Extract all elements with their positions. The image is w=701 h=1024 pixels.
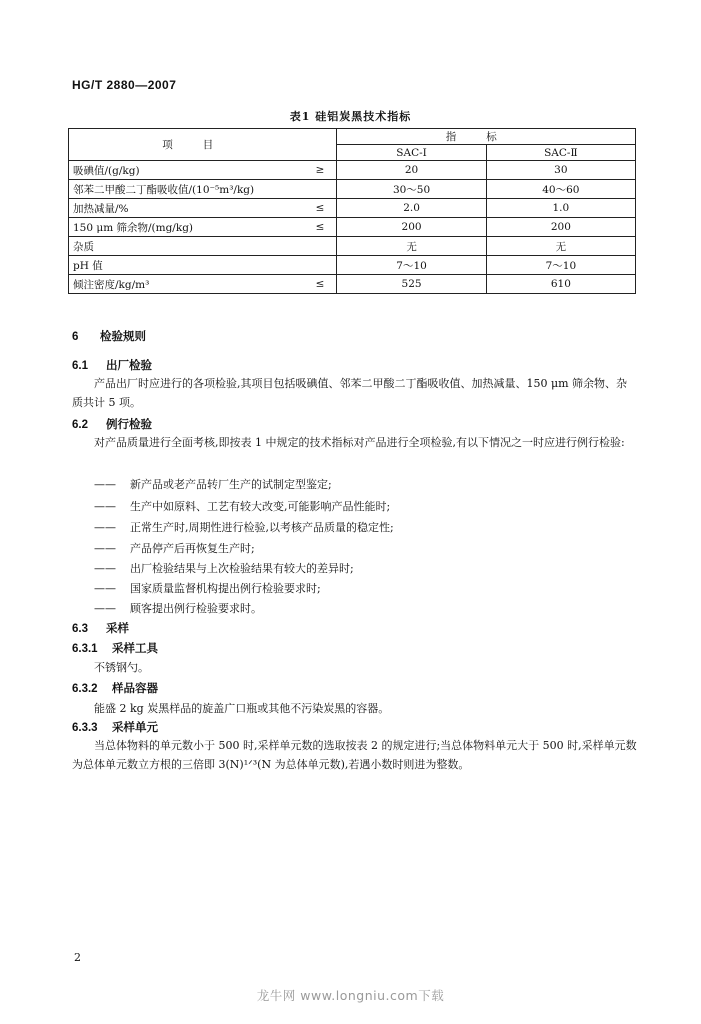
list-item [94, 540, 255, 556]
table-row [69, 275, 636, 294]
row-value: 610 [486, 275, 635, 294]
row-name: 加热减量/% [69, 199, 292, 218]
grade-header: SAC-Ⅰ [337, 145, 486, 161]
watermark: 龙牛网 www.longniu.com下载 [256, 988, 445, 1003]
section-number: 6 [72, 331, 79, 343]
standard-code: HG/T 2880—2007 [72, 78, 177, 92]
list-dash: —— [94, 542, 116, 555]
table-row [69, 256, 636, 275]
row-name: 150 μm 筛余物/(mg/kg) [69, 218, 292, 237]
list-item [94, 560, 354, 576]
list-item [94, 498, 390, 514]
column-header-item: 项目 [69, 129, 337, 161]
list-item [94, 519, 394, 535]
paragraph: 当总体物料的单元数小于 500 时,采样单元数的选取按表 2 的规定进行;当总体物料单元大于 500 时,采样单元数为总体单元数立方根的三倍即 3(N)¹ᐟ³(N 为总体单元数),若遇小数时则进为整数。 [72, 739, 637, 771]
row-value: 7～10 [486, 256, 635, 275]
paragraph: 产品出厂时应进行的各项检验,其项目包括吸碘值、邻苯二甲酸二丁酯吸收值、加热减量、150 μm 筛余物、杂质共计 5 项。 [72, 377, 628, 409]
row-name: 邻苯二甲酸二丁酯吸收值/(10⁻⁵m³/kg) [69, 180, 292, 199]
row-symbol: ≤ [291, 275, 337, 294]
column-header-spec: 指标 [337, 129, 636, 145]
row-symbol: ≤ [291, 218, 337, 237]
subsection-heading [72, 620, 129, 636]
list-dash: —— [94, 602, 116, 615]
row-value: 40～60 [486, 180, 635, 199]
subsection-heading [72, 357, 152, 373]
list-item-text: 出厂检验结果与上次检验结果有较大的差异时; [130, 562, 354, 575]
section-title: 例行检验 [106, 417, 152, 431]
section-title: 样品容器 [112, 681, 158, 695]
section-number: 6.3.3 [72, 722, 98, 734]
list-dash: —— [94, 562, 116, 575]
section-title: 采样 [106, 621, 129, 635]
section-number: 6.1 [72, 360, 88, 372]
list-item [94, 476, 332, 492]
table-row [69, 161, 636, 180]
subsection-heading [72, 640, 158, 656]
table-caption: 表1 硅铝炭黑技术指标 [289, 110, 412, 123]
section-title: 采样工具 [112, 641, 158, 655]
spec-table [68, 128, 636, 294]
row-symbol [291, 180, 337, 199]
row-value: 200 [337, 218, 486, 237]
section-title: 采样单元 [112, 720, 158, 734]
row-value: 2.0 [337, 199, 486, 218]
row-name: 吸碘值/(g/kg) [69, 161, 292, 180]
section-title: 检验规则 [100, 329, 146, 343]
row-value: 30 [486, 161, 635, 180]
row-value: 无 [337, 237, 486, 256]
row-name: 杂质 [69, 237, 292, 256]
table-row [69, 180, 636, 199]
section-number: 6.2 [72, 419, 88, 431]
section-title: 出厂检验 [106, 358, 152, 372]
list-item-text: 国家质量监督机构提出例行检验要求时; [130, 582, 321, 595]
subsection-heading [72, 416, 152, 432]
section-number: 6.3 [72, 623, 88, 635]
page-number: 2 [74, 951, 81, 964]
paragraph: 能盛 2 kg 炭黑样品的旋盖广口瓶或其他不污染炭黑的容器。 [94, 702, 390, 715]
list-item-text: 顾客提出例行检验要求时。 [130, 602, 262, 615]
row-value: 7～10 [337, 256, 486, 275]
subsection-heading [72, 680, 158, 696]
list-dash: —— [94, 521, 116, 534]
grade-header: SAC-Ⅱ [486, 145, 635, 161]
row-value: 525 [337, 275, 486, 294]
list-dash: —— [94, 500, 116, 513]
row-value: 无 [486, 237, 635, 256]
table-row [69, 237, 636, 256]
list-item [94, 580, 321, 596]
row-name: 倾注密度/kg/m³ [69, 275, 292, 294]
paragraph: 对产品质量进行全面考核,即按表 1 中规定的技术指标对产品进行全项检验,有以下情况之一时应进行例行检验: [94, 436, 625, 449]
list-dash: —— [94, 478, 116, 491]
section-number: 6.3.1 [72, 643, 98, 655]
table-row [69, 199, 636, 218]
list-item-text: 生产中如原料、工艺有较大改变,可能影响产品性能时; [130, 500, 391, 513]
list-item-text: 新产品或老产品转厂生产的试制定型鉴定; [130, 478, 332, 491]
section-number: 6.3.2 [72, 683, 98, 695]
row-symbol [291, 256, 337, 275]
table-row [69, 218, 636, 237]
list-item-text: 正常生产时,周期性进行检验,以考核产品质量的稳定性; [130, 521, 394, 534]
list-dash: —— [94, 582, 116, 595]
row-value: 20 [337, 161, 486, 180]
row-symbol [291, 237, 337, 256]
row-symbol: ≥ [291, 161, 337, 180]
paragraph: 不锈钢勺。 [94, 661, 149, 674]
row-value: 1.0 [486, 199, 635, 218]
row-name: pH 值 [69, 256, 292, 275]
row-value: 200 [486, 218, 635, 237]
row-symbol: ≤ [291, 199, 337, 218]
list-item [94, 600, 262, 616]
row-value: 30～50 [337, 180, 486, 199]
subsection-heading [72, 719, 158, 735]
list-item-text: 产品停产后再恢复生产时; [130, 542, 255, 555]
section-heading [72, 328, 146, 344]
